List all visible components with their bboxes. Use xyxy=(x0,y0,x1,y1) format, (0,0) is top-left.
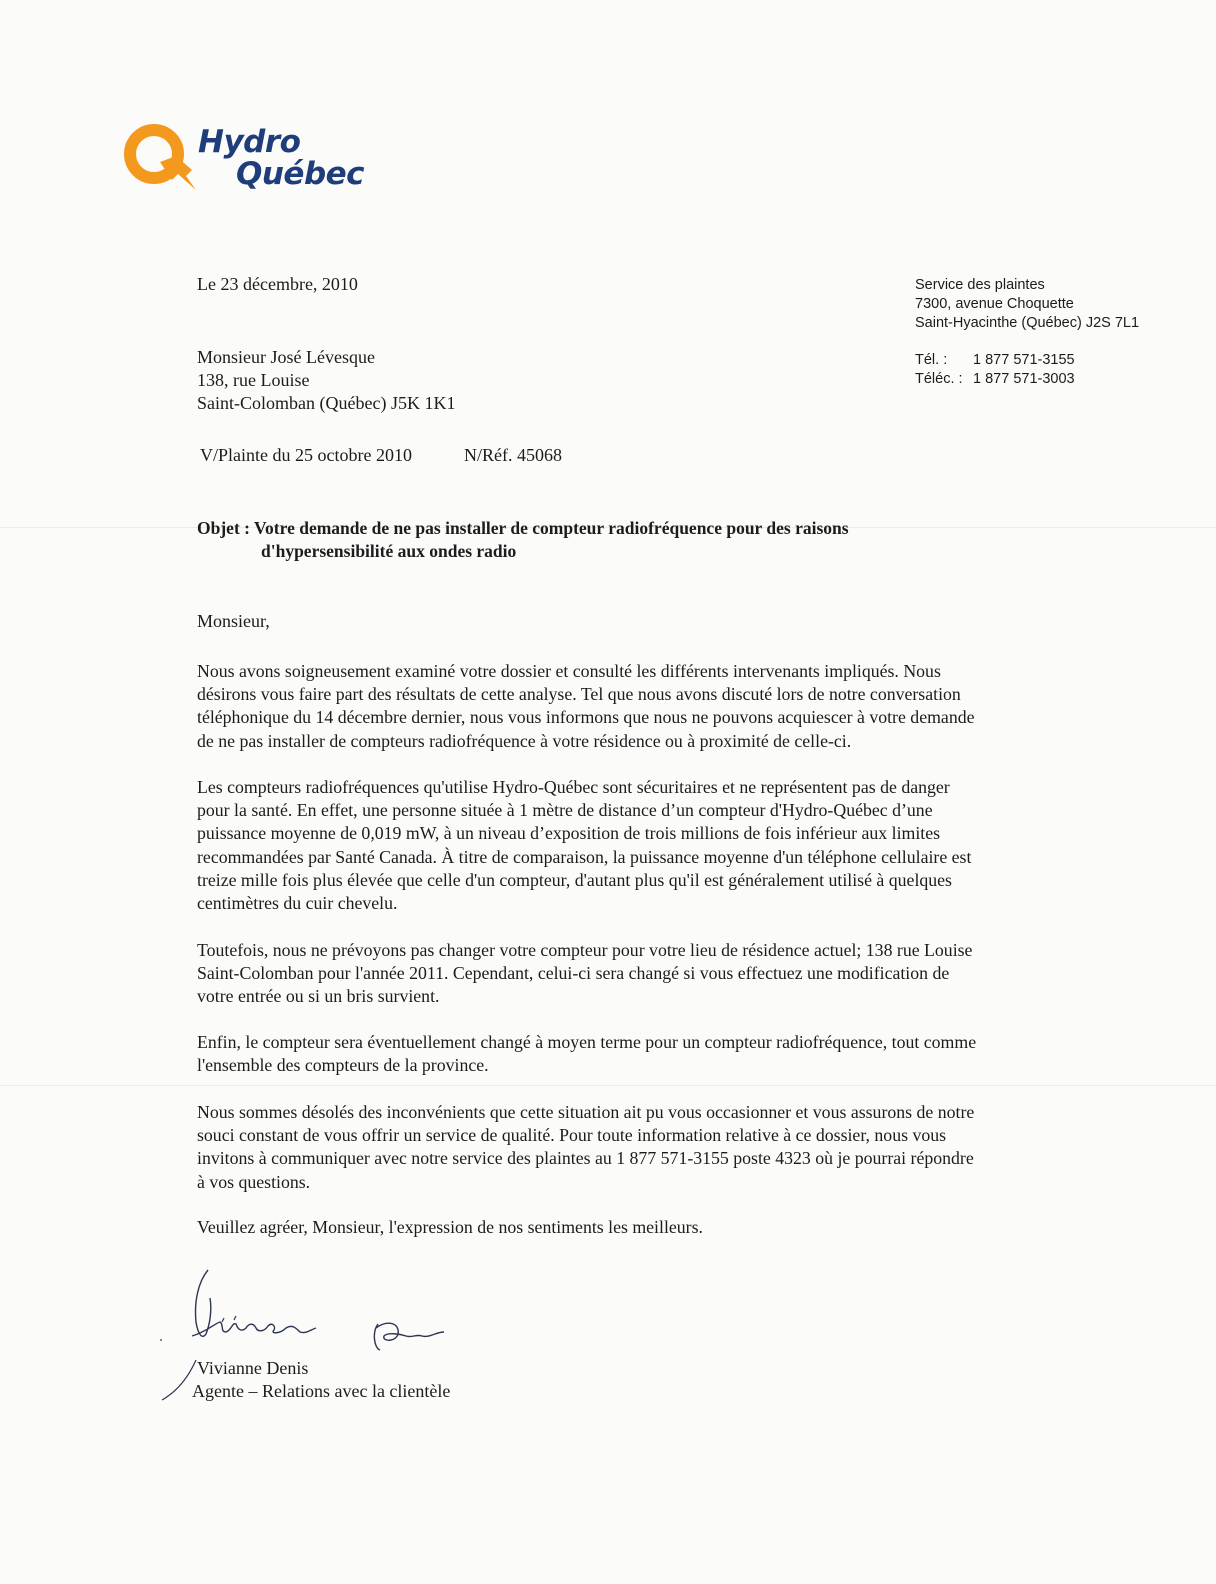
phone-number: 1 877 571-3155 xyxy=(973,352,1075,368)
paragraph-line: de ne pas installer de compteurs radiofréquence à votre résidence ou à proximité de celle-ci. xyxy=(197,730,852,751)
paragraph-line: Saint-Colomban pour l'année 2011. Cependant, celui-ci sera changé si vous effectuez une modification de xyxy=(197,963,950,984)
paragraph-line: Toutefois, nous ne prévoyons pas changer votre compteur pour votre lieu de résidence actuel; 138 rue Louise xyxy=(197,940,973,960)
recipient-name: Monsieur José Lévesque xyxy=(197,347,375,367)
paragraph-line: à vos questions. xyxy=(197,1171,311,1192)
paragraph-line: puissance moyenne de 0,019 mW, à un niveau d’exposition de trois millions de fois inférieur aux limites xyxy=(197,823,941,844)
paragraph-line: souci constant de vous offrir un service de qualité. Pour toute information relative à ce dossier, nous vous xyxy=(197,1125,947,1146)
paragraph xyxy=(197,660,1097,753)
recipient-street: 138, rue Louise xyxy=(197,370,310,390)
logo-line-1: Hydro xyxy=(198,124,301,160)
fax-number: 1 877 571-3003 xyxy=(973,371,1075,387)
paragraph-line: invitons à communiquer avec notre service des plaintes au 1 877 571-3155 poste 4323 où je pourrai répondre xyxy=(197,1148,974,1169)
paragraph-line: Veuillez agréer, Monsieur, l'expression de nos sentiments les meilleurs. xyxy=(197,1217,703,1237)
sender-city: Saint-Hyacinthe (Québec) J2S 7L1 xyxy=(915,315,1140,331)
paragraph-line: l'ensemble des compteurs de la province. xyxy=(197,1055,489,1076)
salutation: Monsieur, xyxy=(197,611,270,631)
sender-address xyxy=(915,276,1139,333)
paragraph xyxy=(197,939,1097,1009)
paragraph-line: pour la santé. En effet, une personne située à 1 mètre de distance d’un compteur d'Hydro-Québec d’une xyxy=(197,800,933,821)
reference-line xyxy=(200,444,562,467)
fax-row xyxy=(915,370,1075,389)
paragraph-line: votre entrée ou si un bris survient. xyxy=(197,986,440,1007)
scan-artifact-line xyxy=(0,1085,1216,1086)
sender-contact xyxy=(915,351,1075,389)
paragraph-line: treize mille fois plus élevée que celle d'un compteur, d'autant plus qu'il est généralement utilisé à quelques xyxy=(197,869,952,890)
paragraph-line: Les compteurs radiofréquences qu'utilise Hydro-Québec sont sécuritaires et ne représentent pas de danger xyxy=(197,777,950,797)
paragraph xyxy=(197,1031,1097,1077)
our-reference: N/Réf. 45068 xyxy=(463,445,562,465)
subject-line-2: d'hypersensibilité aux ondes radio xyxy=(261,541,517,561)
phone-row xyxy=(915,351,1075,370)
signatory-name: Vivianne Denis xyxy=(197,1358,309,1378)
logo-wordmark xyxy=(198,126,364,190)
recipient-city: Saint-Colomban (Québec) J5K 1K1 xyxy=(197,393,456,413)
company-logo xyxy=(120,118,380,208)
paragraph xyxy=(197,1101,1097,1194)
paragraph-line: désirons vous faire part des résultats de cette analyse. Tel que nous avons discuté lors de notre conversation xyxy=(197,684,961,705)
letter-date: Le 23 décembre, 2010 xyxy=(197,274,358,294)
sender-department: Service des plaintes xyxy=(915,277,1045,293)
paragraph-line: centimètres du cuir chevelu. xyxy=(197,893,398,914)
paragraph xyxy=(197,776,1097,915)
paragraph-line: Nous avons soigneusement examiné votre dossier et consulté les différents intervenants impliqués. Nous xyxy=(197,661,941,681)
paragraph-line: recommandées par Santé Canada. À titre de comparaison, la puissance moyenne d'un téléphone cellulaire est xyxy=(197,846,972,867)
fax-label: Téléc. : xyxy=(915,371,963,387)
q-bolt-logo-icon xyxy=(120,118,210,198)
recipient-address xyxy=(197,346,455,415)
paragraph-line: Nous sommes désolés des inconvénients que cette situation ait pu vous occasionner et vous assurons de notre xyxy=(197,1102,975,1122)
paragraph-line: Enfin, le compteur sera éventuellement changé à moyen terme pour un compteur radiofréquence, tout comme xyxy=(197,1032,977,1052)
your-reference: V/Plainte du 25 octobre 2010 xyxy=(200,445,412,465)
signatory-title: Agente – Relations avec la clientèle xyxy=(192,1381,451,1401)
logo-line-2: Québec xyxy=(236,156,365,192)
closing-paragraph xyxy=(197,1216,1097,1239)
sender-street: 7300, avenue Choquette xyxy=(915,296,1074,312)
paragraph-line: téléphonique du 14 décembre dernier, nous vous informons que nous ne pouvons acquiescer à votre demande xyxy=(197,707,975,728)
letter-subject xyxy=(197,517,849,563)
subject-line-1: Objet : Votre demande de ne pas installer de compteur radiofréquence pour des raisons xyxy=(197,518,849,538)
phone-label: Tél. : xyxy=(915,352,948,368)
